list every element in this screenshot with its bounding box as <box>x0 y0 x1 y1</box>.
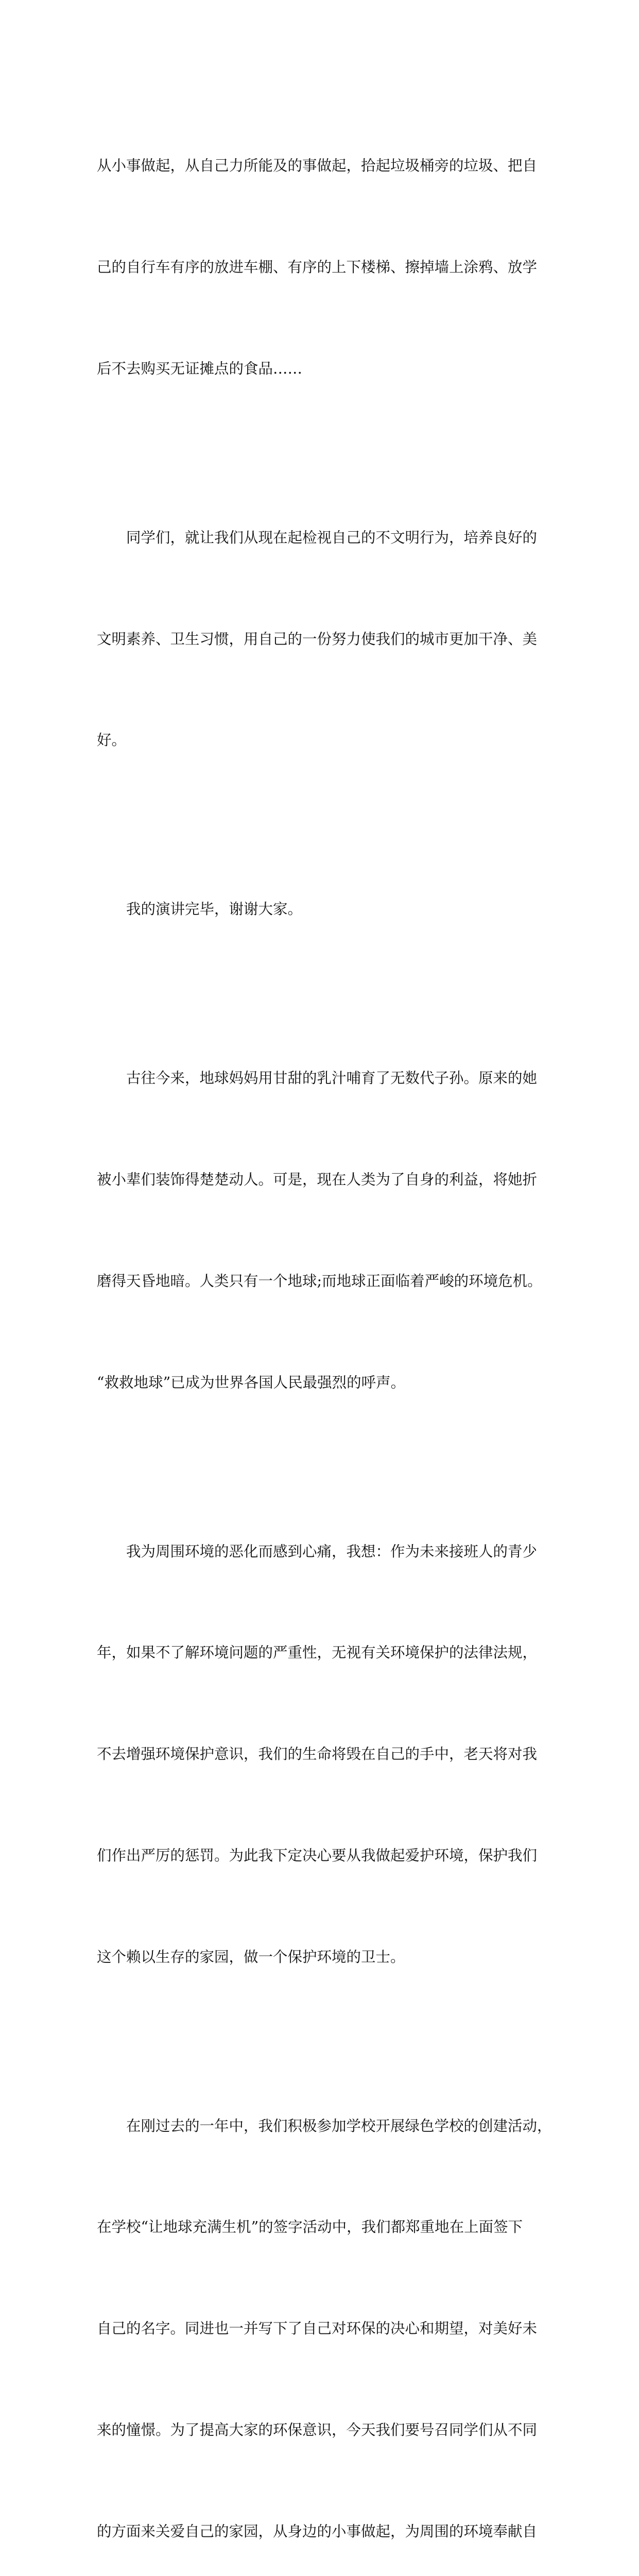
text-line: 的方面来关爱自己的家园，从身边的小事做起，为周围的环境奉献自 <box>97 2522 538 2540</box>
text-line: 后不去购买无证摊点的食品…… <box>97 360 303 377</box>
paragraph-3 <box>97 825 544 994</box>
text-line: 好。 <box>97 732 127 749</box>
paragraph-4 <box>97 994 544 1467</box>
text-line: 古往今来，地球妈妈用甘甜的乳汁哺育了无数代子孙。原来的她 <box>97 1070 538 1087</box>
text-line: 磨得天昏地暗。人类只有一个地球;而地球正面临着严峻的环境危机。 <box>97 1272 542 1290</box>
text-line: “救救地球”已成为世界各国人民最强烈的呼声。 <box>97 1374 406 1391</box>
text-line: 在刚过去的一年中，我们积极参加学校开展绿色学校的创建活动， <box>97 2117 552 2134</box>
text-line: 来的憧憬。为了提高大家的环保意识，今天我们要号召同学们从不同 <box>97 2421 538 2438</box>
text-line: 从小事做起，从自己力所能及的事做起，拾起垃圾桶旁的垃圾、把自 <box>97 157 538 175</box>
text-line: 年，如果不了解环境问题的严重性，无视有关环境保护的法律法规， <box>97 1644 538 1662</box>
text-line: 们作出严厉的惩罚。为此我下定决心要从我做起爱护环境，保护我们 <box>97 1846 538 1864</box>
text-line: 我为周围环境的恶化而感到心痛，我想：作为未来接班人的青少 <box>97 1543 538 1560</box>
text-line: 同学们，就让我们从现在起检视自己的不文明行为，培养良好的 <box>97 529 538 546</box>
text-line: 文明素养、卫生习惯，用自己的一份努力使我们的城市更加干净、美 <box>97 630 538 648</box>
text-line: 我的演讲完毕，谢谢大家。 <box>97 901 303 918</box>
paragraph-1 <box>97 81 544 453</box>
text-line: 这个赖以生存的家园，做一个保护环境的卫士。 <box>97 1948 405 1965</box>
document-body <box>97 81 552 2576</box>
text-line: 不去增强环境保护意识，我们的生命将毁在自己的手中，老天将对我 <box>97 1745 538 1763</box>
paragraph-6 <box>97 2041 552 2576</box>
text-line: 己的自行车有序的放进车棚、有序的上下楼梯、擦掉墙上涂鸦、放学 <box>97 258 538 276</box>
paragraph-5 <box>97 1467 544 2041</box>
paragraph-2 <box>97 453 544 825</box>
text-line: 在学校“让地球充满生机”的签字活动中，我们都郑重地在上面签下 <box>97 2218 523 2236</box>
text-line: 自己的名字。同进也一并写下了自己对环保的决心和期望，对美好未 <box>97 2320 538 2337</box>
text-line: 被小辈们装饰得楚楚动人。可是，现在人类为了自身的利益，将她折 <box>97 1171 538 1188</box>
